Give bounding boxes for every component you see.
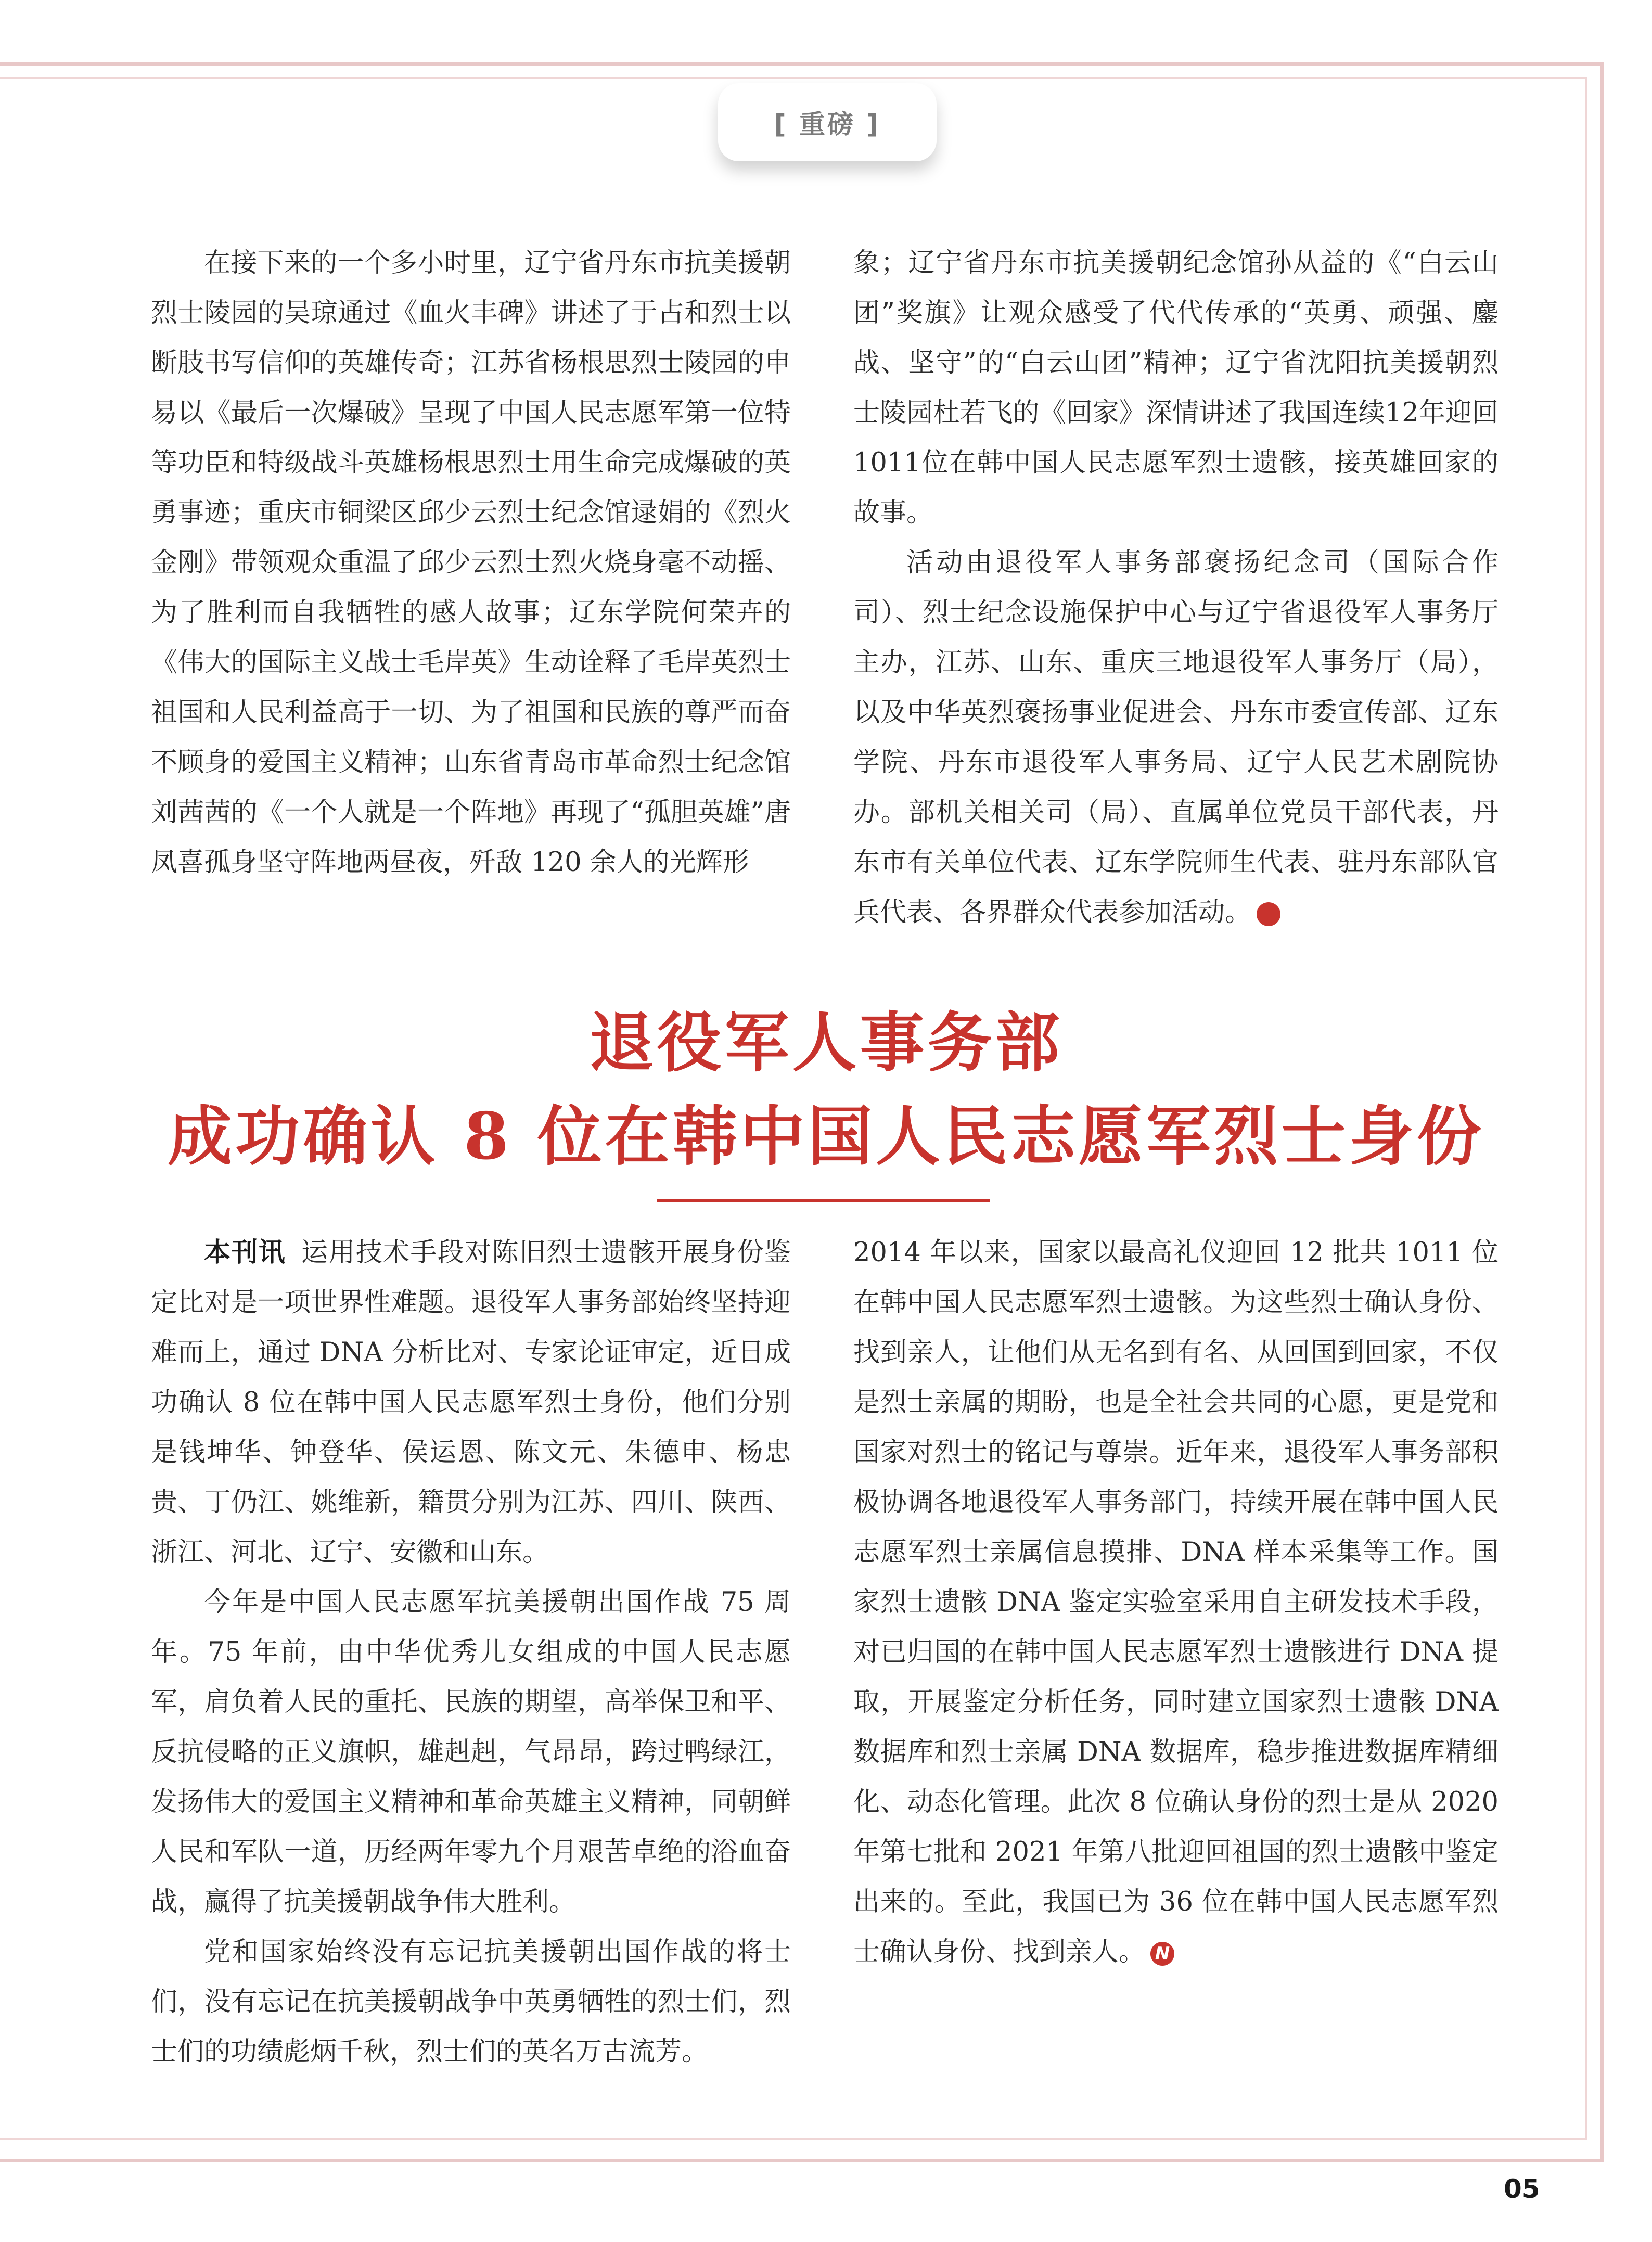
article2-column-left <box>151 1228 791 2123</box>
byline: 本刊讯 <box>204 1237 286 1268</box>
section-label: [ 重磅 ] <box>774 109 881 139</box>
headline-line-2: 成功确认 8 位在韩中国人民志愿军烈士身份 <box>168 1099 1484 1174</box>
end-mark-icon: N <box>1257 902 1280 926</box>
section-tab <box>718 83 937 161</box>
article2-paragraph: 党和国家始终没有忘记抗美援朝出国作战的将士们，没有忘记在抗美援朝战争中英勇牺牲的烈士们，烈士们的功绩彪炳千秋，烈士们的英名万古流芳。 <box>151 1937 791 2067</box>
article2-paragraph: 今年是中国人民志愿军抗美援朝出国作战 75 周年。75 年前，由中华优秀儿女组成的中国人民志愿军，肩负着人民的重托、民族的期望，高举保卫和平、反抗侵略的正义旗帜，雄赳赳，气昂昂，跨过鸭绿江，发扬伟大的爱国主义精神和革命英雄主义精神，同朝鲜人民和军队一道，历经两年零九个月艰苦卓绝的浴血奋战，赢得了抗美援朝战争伟大胜利。 <box>151 1587 791 1917</box>
headline-rule <box>657 1199 990 1202</box>
article2-column-right <box>853 1228 1499 2123</box>
end-mark-icon: N <box>1150 1942 1174 1966</box>
article1-column-right <box>853 238 1499 936</box>
headline-line-1: 退役军人事务部 <box>589 1005 1063 1081</box>
article2-paragraph: 2014 年以来，国家以最高礼仪迎回 12 批共 1011 位在韩中国人民志愿军烈士遗骸。为这些烈士确认身份、找到亲人，让他们从无名到有名、从回国到回家，不仅是烈士亲属的期盼，也是全社会共同的心愿，更是党和国家对烈士的铭记与尊崇。近年来，退役军人事务部积极协调各地退役军人事务部门，持续开展在韩中国人民志愿军烈士亲属信息摸排、DNA 样本采集等工作。国家烈士遗骸 DNA 鉴定实验室采用自主研发技术手段，对已归国的在韩中国人民志愿军烈士遗骸进行 DNA 提取，开展鉴定分析任务，同时建立国家烈士遗骸 DNA 数据库和烈士亲属 DNA 数据库，稳步推进数据库精细化、动态化管理。此次 8 位确认身份的烈士是从 2020 年第七批和 2021 年第八批迎回祖国的烈士遗骸中鉴定出来的。至此，我国已为 36 位在韩中国人民志愿军烈士确认身份、找到亲人。 N <box>853 1237 1499 1967</box>
article1-paragraph: 在接下来的一个多小时里，辽宁省丹东市抗美援朝烈士陵园的吴琼通过《血火丰碑》讲述了于占和烈士以断肢书写信仰的英雄传奇；江苏省杨根思烈士陵园的申易以《最后一次爆破》呈现了中国人民志愿军第一位特等功臣和特级战斗英雄杨根思烈士用生命完成爆破的英勇事迹；重庆市铜梁区邱少云烈士纪念馆逯娟的《烈火金刚》带领观众重温了邱少云烈士烈火烧身毫不动摇、为了胜利而自我牺牲的感人故事；辽东学院何荣卉的《伟大的国际主义战士毛岸英》生动诠释了毛岸英烈士祖国和人民利益高于一切、为了祖国和民族的尊严而奋不顾身的爱国主义精神；山东省青岛市革命烈士纪念馆刘茜茜的《一个人就是一个阵地》再现了“孤胆英雄”唐凤喜孤身坚守阵地两昼夜，歼敌 120 余人的光辉形 <box>151 248 791 878</box>
article2-paragraph: 本刊讯 运用技术手段对陈旧烈士遗骸开展身份鉴定比对是一项世界性难题。退役军人事务部始终坚持迎难而上，通过 DNA 分析比对、专家论证审定，近日成功确认 8 位在韩中国人民志愿军烈士身份，他们分别是钱坤华、钟登华、侯运恩、陈文元、朱德申、杨忠贵、丁仍江、姚维新，籍贯分别为江苏、四川、陕西、浙江、河北、辽宁、安徽和山东。 <box>151 1237 791 1568</box>
page-number: 05 <box>1504 2174 1540 2204</box>
article1-paragraph: 象；辽宁省丹东市抗美援朝纪念馆孙从益的《“白云山团”奖旗》让观众感受了代代传承的“英勇、顽强、鏖战、坚守”的“白云山团”精神；辽宁省沈阳抗美援朝烈士陵园杜若飞的《回家》深情讲述了我国连续12年迎回1011位在韩中国人民志愿军烈士遗骸，接英雄回家的故事。 <box>853 248 1499 528</box>
article1-column-left <box>151 238 791 936</box>
article1-paragraph: 活动由退役军人事务部褒扬纪念司（国际合作司）、烈士纪念设施保护中心与辽宁省退役军人事务厅主办，江苏、山东、重庆三地退役军人事务厅（局），以及中华英烈褒扬事业促进会、丹东市委宣传部、辽东学院、丹东市退役军人事务局、辽宁人民艺术剧院协办。部机关相关司（局）、直属单位党员干部代表，丹东市有关单位代表、辽东学院师生代表、驻丹东部队官兵代表、各界群众代表参加活动。 N <box>853 547 1499 928</box>
